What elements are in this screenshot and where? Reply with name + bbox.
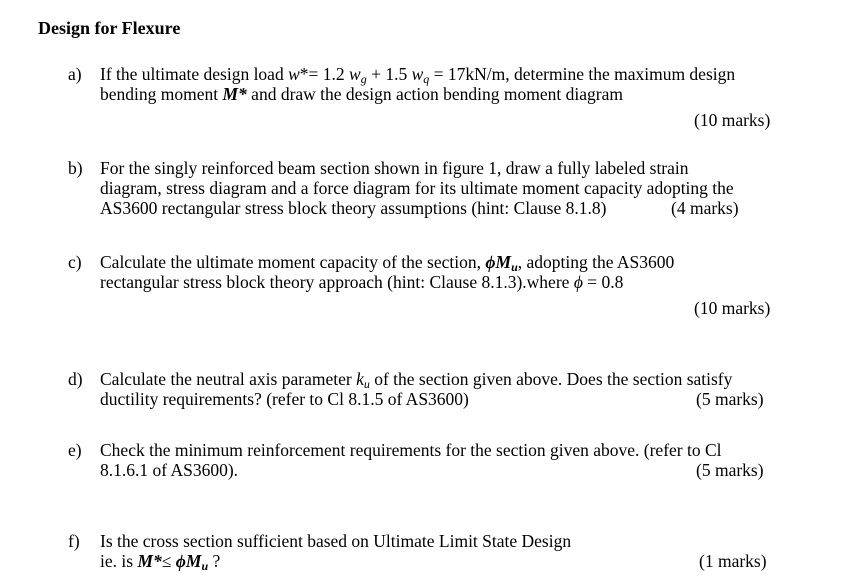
symbol-phi: ϕ bbox=[573, 272, 583, 292]
subscript-u: u bbox=[511, 260, 518, 274]
text-run: AS3600 rectangular stress block theory assumptions (hint: Clause 8.1.8) bbox=[100, 198, 607, 218]
question-line bbox=[100, 84, 828, 104]
subscript-q: q bbox=[423, 72, 430, 86]
text-run: ? bbox=[208, 551, 221, 571]
marks-label: (5 marks) bbox=[696, 460, 764, 480]
question-line: Is the cross section sufficient based on Ultimate Limit State Design bbox=[100, 531, 572, 551]
subscript-u: u bbox=[363, 377, 370, 391]
question-letter: d) bbox=[68, 369, 83, 389]
text-run: Calculate the neutral axis parameter bbox=[100, 369, 357, 389]
text-run: ductility requirements? (refer to Cl 8.1.5 of AS3600) bbox=[100, 389, 469, 409]
marks-label: (4 marks) bbox=[671, 198, 739, 218]
text-run: rectangular stress block theory approach (hint: Clause 8.1.3).where bbox=[100, 272, 574, 292]
symbol-less-equal: ≤ bbox=[161, 551, 176, 571]
symbol-k: k bbox=[356, 369, 364, 389]
question-letter: c) bbox=[68, 252, 82, 272]
text-run: *= 1.2 bbox=[299, 64, 350, 84]
symbol-wg: w bbox=[349, 64, 361, 84]
question-body bbox=[100, 158, 828, 218]
symbol-wq: w bbox=[411, 64, 424, 84]
question-letter: e) bbox=[68, 440, 82, 460]
page-title: Design for Flexure bbox=[38, 18, 181, 38]
text-run: bending moment bbox=[100, 84, 223, 104]
question-line bbox=[100, 198, 828, 218]
symbol-m: M bbox=[185, 551, 202, 571]
question-body bbox=[100, 252, 828, 292]
subscript-u: u bbox=[201, 559, 209, 573]
question-line bbox=[100, 369, 828, 389]
marks-label: (1 marks) bbox=[699, 551, 767, 571]
question-line bbox=[100, 460, 828, 480]
symbol-w: w bbox=[288, 64, 300, 84]
question-letter: a) bbox=[68, 64, 82, 84]
question-body bbox=[100, 440, 828, 480]
question-body bbox=[100, 369, 828, 409]
text-run: of the section given above. Does the section satisfy bbox=[369, 369, 733, 389]
question-letter: b) bbox=[68, 158, 83, 178]
marks-label: (5 marks) bbox=[696, 389, 764, 409]
question-letter: f) bbox=[68, 531, 80, 551]
question-line bbox=[100, 64, 828, 84]
text-run: = 0.8 bbox=[582, 272, 624, 292]
symbol-phi: ϕ bbox=[175, 551, 186, 571]
subscript-g: g bbox=[360, 72, 367, 86]
question-body bbox=[100, 64, 828, 104]
question-line: For the singly reinforced beam section shown in figure 1, draw a fully labeled strain bbox=[100, 158, 689, 178]
question-line bbox=[100, 551, 828, 571]
question-line bbox=[100, 272, 828, 292]
question-line: diagram, stress diagram and a force diagram for its ultimate moment capacity adopting the bbox=[100, 178, 734, 198]
text-run: + 1.5 bbox=[366, 64, 412, 84]
symbol-m-star: M* bbox=[222, 84, 247, 104]
marks-label: (10 marks) bbox=[694, 110, 771, 130]
symbol-phi: ϕ bbox=[485, 252, 496, 272]
text-run: , adopting the AS3600 bbox=[517, 252, 675, 272]
text-run: = 17kN/m, determine the maximum design bbox=[429, 64, 736, 84]
text-run: If the ultimate design load bbox=[100, 64, 289, 84]
question-line bbox=[100, 252, 828, 272]
marks-label: (10 marks) bbox=[694, 298, 771, 318]
text-run: Calculate the ultimate moment capacity of the section, bbox=[100, 252, 486, 272]
question-line bbox=[100, 389, 828, 409]
question-body bbox=[100, 531, 828, 571]
text-run: 8.1.6.1 of AS3600). bbox=[100, 460, 239, 480]
text-run: ie. is bbox=[100, 551, 138, 571]
symbol-m: M bbox=[495, 252, 512, 272]
text-run: and draw the design action bending moment diagram bbox=[246, 84, 623, 104]
question-line: Check the minimum reinforcement requirements for the section given above. (refer to Cl bbox=[100, 440, 722, 460]
symbol-m-star: M* bbox=[137, 551, 162, 571]
